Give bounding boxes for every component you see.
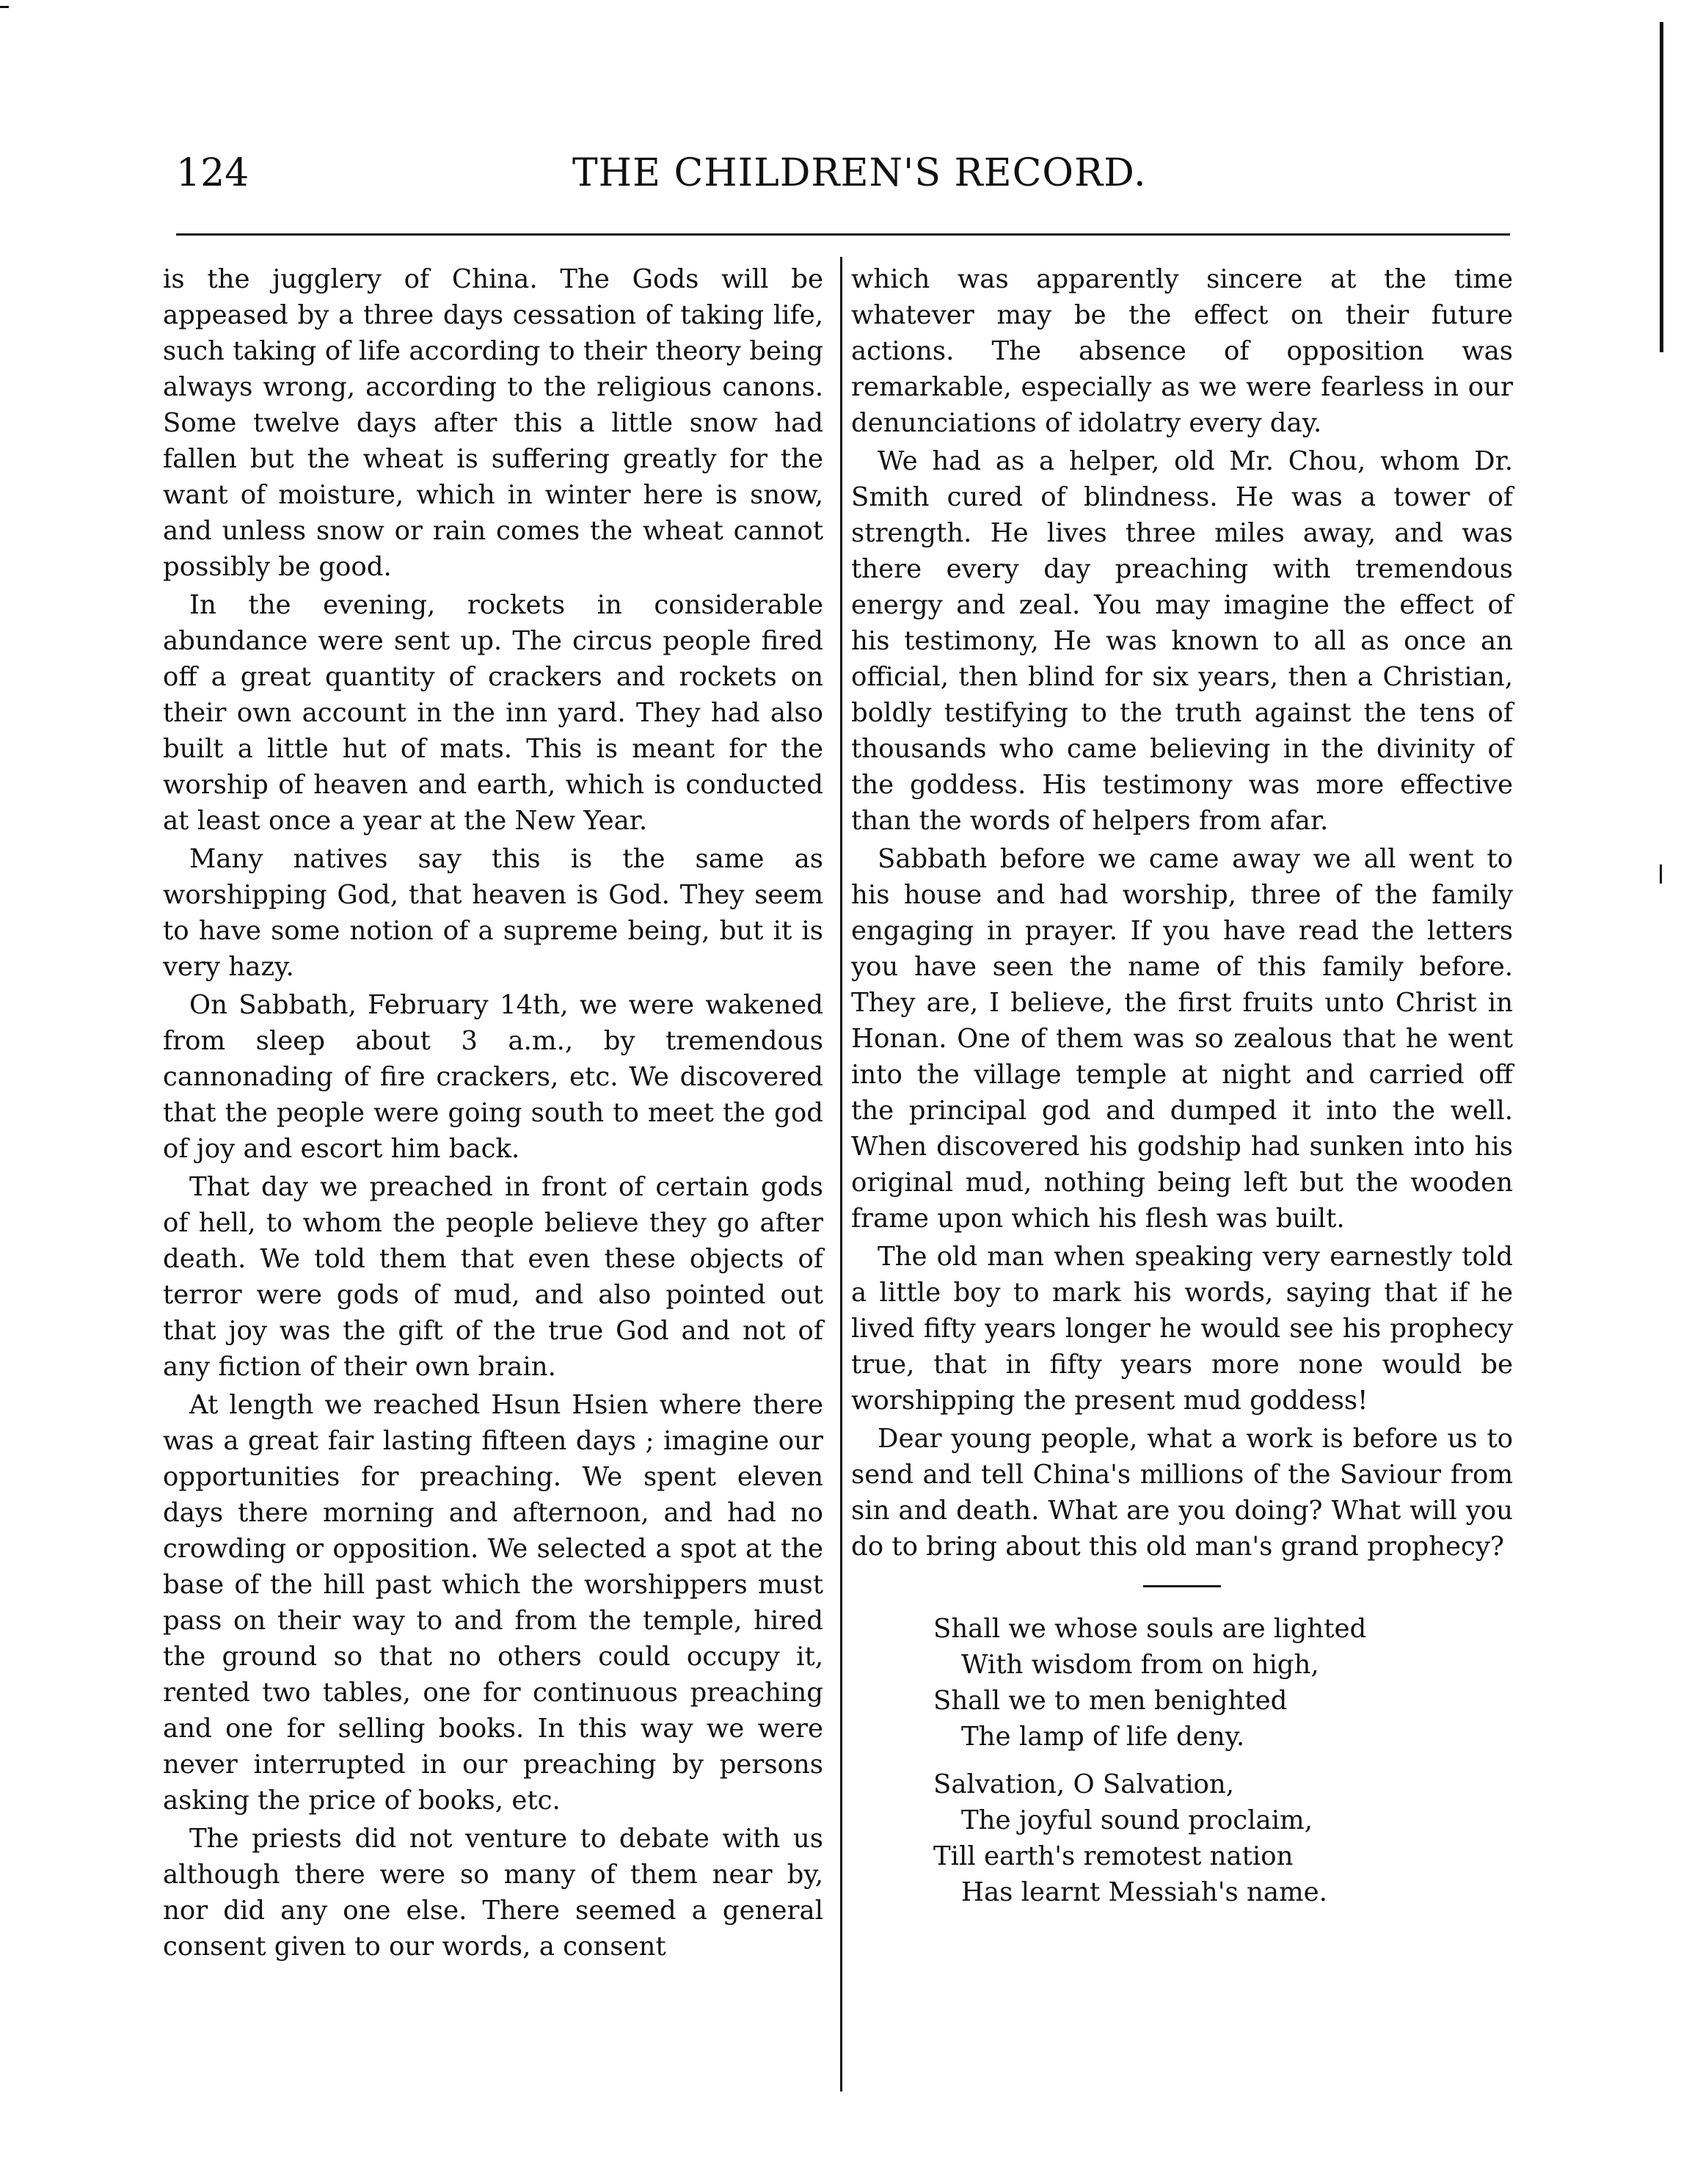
paragraph: Many natives say this is the same as worshipping God, that heaven is God. They seem to have some notion of a supreme being, but it is very hazy. — [163, 844, 823, 982]
paragraph: In the evening, rockets in considerable abundance were sent up. The circus people fired off a great quantity of crackers and rockets on their own account in the inn yard. They had also built a little hut of mats. This is meant for the worship of heaven and earth, which is conducted at least once a year at the New Year. — [163, 590, 823, 836]
page-number: 124 — [176, 151, 249, 195]
paragraph: At length we reached Hsun Hsien where there was a great fair lasting fifteen days ; imagine our opportunities for preaching. We spent eleven days there morning and afternoon, and had no crowding or opposition. We selected a spot at the base of the hill past which the worshippers must pass on their way to and from the temple, hired the ground so that no others could occupy it, rented two tables, one for continuous preaching and one for selling books. In this way we were never interrupted in our preaching by persons asking the price of books, etc. — [163, 1390, 823, 1816]
poem-line: Salvation, O Salvation, — [933, 1769, 1235, 1799]
hymn-verse — [933, 1611, 1513, 1910]
paragraph: On Sabbath, February 14th, we were wakened from sleep about 3 a.m., by tremendous cannonading of fire crackers, etc. We discovered that the people were going south to meet the god of joy and escort him back. — [163, 990, 823, 1164]
paragraph: We had as a helper, old Mr. Chou, whom Dr. Smith cured of blindness. He was a tower of strength. He lives three miles away, and was there every day preaching with tremendous energy and zeal. You may imagine the effect of his testimony, He was known to all as once an official, then blind for six years, then a Christian, boldly testifying to the truth against the tens of thousands who came believing in the divinity of the goddess. His testimony was more effective than the words of helpers from afar. — [851, 446, 1513, 836]
paragraph: The old man when speaking very earnestly told a little boy to mark his words, saying that if he lived fifty years longer he would see his prophecy true, that in fifty years more none would be worshipping the present mud goddess! — [851, 1242, 1513, 1416]
poem-line: The lamp of life deny. — [961, 1722, 1245, 1752]
running-title: THE CHILDREN'S RECORD. — [572, 151, 1147, 195]
column-divider — [840, 257, 842, 2092]
poem-line: The joyful sound proclaim, — [961, 1805, 1313, 1835]
scan-edge-mark-small — [1660, 864, 1662, 884]
section-separator — [1143, 1585, 1221, 1587]
poem-line: Shall we to men benighted — [933, 1686, 1288, 1716]
paragraph: is the jugglery of China. The Gods will be appeased by a three days cessation of taking life, such taking of life according to their theory being always wrong, according to the religious canons. Some twelve days after this a little snow had fallen but the wheat is suffering greatly for the want of moisture, which in winter here is snow, and unless snow or rain comes the wheat cannot possibly be good. — [163, 264, 823, 582]
poem-line: With wisdom from on high, — [961, 1650, 1319, 1680]
poem-line: Shall we whose souls are lighted — [933, 1614, 1367, 1644]
paragraph: which was apparently sincere at the time whatever may be the effect on their future actions. The absence of opposition was remarkable, especially as we were fearless in our denunciations of idolatry every day. — [851, 264, 1513, 438]
paragraph: Sabbath before we came away we all went to his house and had worship, three of the family engaging in prayer. If you have read the letters you have seen the name of this family before. They are, I believe, the first fruits unto Christ in Honan. One of them was so zealous that he went into the village temple at night and carried off the principal god and dumped it into the well. When discovered his godship had sunken into his original mud, nothing being left but the wooden frame upon which his flesh was built. — [851, 844, 1513, 1234]
paragraph: That day we preached in front of certain gods of hell, to whom the people believe they go after death. We told them that even these objects of terror were gods of mud, and also pointed out that joy was the gift of the true God and not of any fiction of their own brain. — [163, 1172, 823, 1382]
poem-stanza — [933, 1766, 1513, 1910]
poem-line: Has learnt Messiah's name. — [961, 1877, 1327, 1907]
right-column — [851, 261, 1513, 1922]
scan-edge-mark — [1660, 22, 1663, 352]
poem-stanza — [933, 1611, 1513, 1755]
left-column — [163, 261, 823, 1967]
poem-line: Till earth's remotest nation — [933, 1841, 1294, 1871]
paragraph: Dear young people, what a work is before us to send and tell China's millions of the Saviour from sin and death. What are you doing? What will you do to bring about this old man's grand prophecy? — [851, 1424, 1513, 1562]
header-rule — [176, 233, 1510, 236]
paragraph: The priests did not venture to debate with us although there were so many of them near by, nor did any one else. There seemed a general consent given to our words, a consent — [163, 1824, 823, 1962]
scan-corner-mark — [0, 6, 9, 8]
